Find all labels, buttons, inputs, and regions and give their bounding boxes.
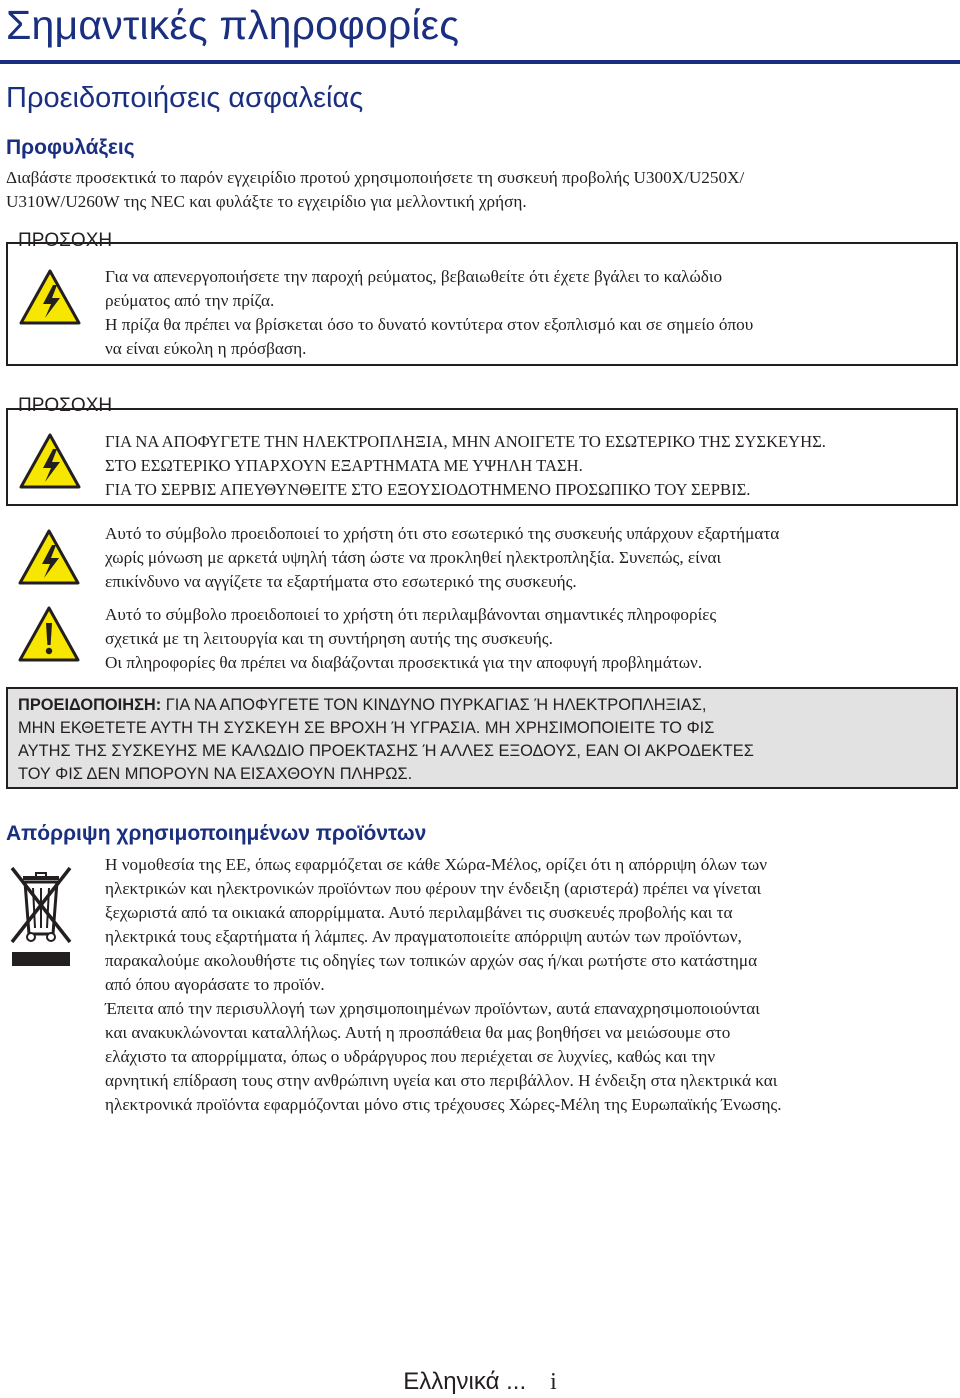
- disposal-line: ελάχιστο τα απορρίμματα, όπως ο υδράργυρος που περιέχεται σε λυχνίες, καθώς και την: [105, 1047, 716, 1066]
- caution-line: ΓΙΑ ΤΟ ΣΕΡΒΙΣ ΑΠΕΥΘΥΝΘΕΙΤΕ ΣΤΟ ΕΞΟΥΣΙΟΔΟΤΗΜΕΝΟ ΠΡΟΣΩΠΙΚΟ ΤΟΥ ΣΕΡΒΙΣ.: [105, 480, 751, 499]
- caution-line: Για να απενεργοποιήσετε την παροχή ρεύματος, βεβαιωθείτε ότι έχετε βγάλει το καλώδιο: [105, 267, 723, 286]
- caution-line: να είναι εύκολη η πρόσβαση.: [105, 339, 307, 358]
- footer-page-number: i: [550, 1369, 557, 1395]
- caution-text-1: [105, 265, 955, 361]
- exclamation-symbol-text: [105, 603, 955, 675]
- footer-language: Ελληνικά ...: [403, 1368, 527, 1395]
- disposal-line: αρνητική επίδραση τους στην ανθρώπινη υγεία και στο περιβάλλον. Η ένδειξη στα ηλεκτρικά και: [105, 1071, 778, 1090]
- disposal-text: [105, 853, 957, 1117]
- intro-paragraph: [6, 166, 956, 214]
- caution-line: ρεύματος από την πρίζα.: [105, 291, 275, 310]
- warning-line: ΑΥΤΗΣ ΤΗΣ ΣΥΣΚΕΥΗΣ ΜΕ ΚΑΛΩΔΙΟ ΠΡΟΕΚΤΑΣΗΣ Ή ΑΛΛΕΣ ΕΞΟΔΟΥΣ, ΕΑΝ ΟΙ ΑΚΡΟΔΕΚΤΕΣ: [18, 742, 754, 760]
- symbol-line: Αυτό το σύμβολο προειδοποιεί το χρήστη ότι στο εσωτερικό της συσκευής υπάρχουν εξαρτήματα: [105, 524, 780, 543]
- lightning-warning-icon: [16, 528, 82, 586]
- disposal-line: από όπου αγοράσατε το προϊόν.: [105, 975, 325, 994]
- disposal-line: παρακαλούμε ακολουθήστε τις οδηγίες των τοπικών αρχών σας ή/και ρωτήστε στο κατάστημα: [105, 951, 758, 970]
- title-rule: [0, 60, 960, 64]
- disposal-line: Η νομοθεσία της ΕΕ, όπως εφαρμόζεται σε κάθε Χώρα-Μέλος, ορίζει ότι η απόρριψη όλων των: [105, 855, 767, 874]
- disposal-line: Έπειτα από την περισυλλογή των χρησιμοποιημένων προϊόντων, αυτά επαναχρησιμοποιούνται: [105, 999, 760, 1018]
- symbol-line: επικίνδυνο να αγγίζετε τα εξαρτήματα στο εσωτερικό της συσκευής.: [105, 572, 577, 591]
- exclamation-warning-icon: [16, 605, 82, 663]
- lightning-symbol-text: [105, 522, 955, 594]
- caution-label-2: ΠΡΟΣΟΧΗ: [18, 395, 113, 416]
- section-title: Προειδοποιήσεις ασφαλείας: [6, 82, 364, 114]
- caution-line: ΓΙΑ ΝΑ ΑΠΟΦΥΓΕΤΕ ΤΗΝ ΗΛΕΚΤΡΟΠΛΗΞΙΑ, ΜΗΝ ΑΝΟΙΓΕΤΕ ΤΟ ΕΣΩΤΕΡΙΚΟ ΤΗΣ ΣΥΣΚΕΥΗΣ.: [105, 432, 826, 451]
- intro-line: U310W/U260W της NEC και φυλάξτε το εγχειρίδιο για μελλοντική χρήση.: [6, 192, 527, 211]
- symbol-line: Αυτό το σύμβολο προειδοποιεί το χρήστη ότι περιλαμβάνονται σημαντικές πληροφορίες: [105, 605, 717, 624]
- lightning-warning-icon: [18, 268, 82, 326]
- lightning-warning-icon: [18, 432, 82, 490]
- page-footer: [0, 1368, 960, 1396]
- precautions-heading: Προφυλάξεις: [6, 136, 135, 159]
- caution-label-1: ΠΡΟΣΟΧΗ: [18, 230, 113, 251]
- page-title: Σημαντικές πληροφορίες: [6, 2, 460, 48]
- crossed-out-wheelie-bin-icon: [8, 864, 74, 970]
- warning-line: [18, 694, 946, 717]
- disposal-line: ηλεκτρικών και ηλεκτρονικών προϊόντων που φέρουν την ένδειξη (αριστερά) πρέπει να γίνεται: [105, 879, 762, 898]
- warning-first-line: ΓΙΑ ΝΑ ΑΠΟΦΥΓΕΤΕ ΤΟΝ ΚΙΝΔΥΝΟ ΠΥΡΚΑΓΙΑΣ Ή ΗΛΕΚΤΡΟΠΛΗΞΙΑΣ,: [161, 696, 707, 714]
- disposal-line: ηλεκτρικά τους εξαρτήματα ή λάμπες. Αν πραγματοποιείτε απόρριψη αυτών των προϊόντων,: [105, 927, 742, 946]
- warning-line: ΜΗΝ ΕΚΘΕΤΕΤΕ ΑΥΤΗ ΤΗ ΣΥΣΚΕΥΗ ΣΕ ΒΡΟΧΗ Ή ΥΓΡΑΣΙΑ. ΜΗ ΧΡΗΣΙΜΟΠΟΙΕΙΤΕ ΤΟ ΦΙΣ: [18, 719, 715, 737]
- disposal-line: ξεχωριστά από τα οικιακά απορρίμματα. Αυτό περιλαμβάνει τις συσκευές προβολής και τα: [105, 903, 733, 922]
- intro-line: Διαβάστε προσεκτικά το παρόν εγχειρίδιο προτού χρησιμοποιήσετε τη συσκευή προβολής U300X/U250X/: [6, 168, 745, 187]
- disposal-line: και ανακυκλώνονται καταλλήλως. Αυτή η προσπάθεια θα μας βοηθήσει να μειώσουμε στο: [105, 1023, 731, 1042]
- symbol-line: σχετικά με τη λειτουργία και τη συντήρηση αυτής της συσκευής.: [105, 629, 553, 648]
- disposal-heading: Απόρριψη χρησιμοποιημένων προϊόντων: [6, 822, 427, 845]
- warning-label: ΠΡΟΕΙΔΟΠΟΙΗΣΗ:: [18, 696, 162, 714]
- warning-box: [6, 687, 958, 789]
- disposal-line: ηλεκτρονικά προϊόντα εφαρμόζονται μόνο στις τρέχουσες Χώρες-Μέλη της Ευρωπαϊκής Ένωσης.: [105, 1095, 782, 1114]
- symbol-line: Οι πληροφορίες θα πρέπει να διαβάζονται προσεκτικά για την αποφυγή προβλημάτων.: [105, 653, 703, 672]
- symbol-line: χωρίς μόνωση με αρκετά υψηλή τάση ώστε να προκληθεί ηλεκτροπληξία. Συνεπώς, είναι: [105, 548, 722, 567]
- caution-text-2: [105, 430, 955, 502]
- caution-line: ΣΤΟ ΕΣΩΤΕΡΙΚΟ ΥΠΑΡΧΟΥΝ ΕΞΑΡΤΗΜΑΤΑ ΜΕ ΥΨΗΛΗ ΤΑΣΗ.: [105, 456, 583, 475]
- caution-line: Η πρίζα θα πρέπει να βρίσκεται όσο το δυνατό κοντύτερα στον εξοπλισμό και σε σημείο όπου: [105, 315, 754, 334]
- warning-line: ΤΟΥ ΦΙΣ ΔΕΝ ΜΠΟΡΟΥΝ ΝΑ ΕΙΣΑΧΘΟΥΝ ΠΛΗΡΩΣ.: [18, 765, 413, 783]
